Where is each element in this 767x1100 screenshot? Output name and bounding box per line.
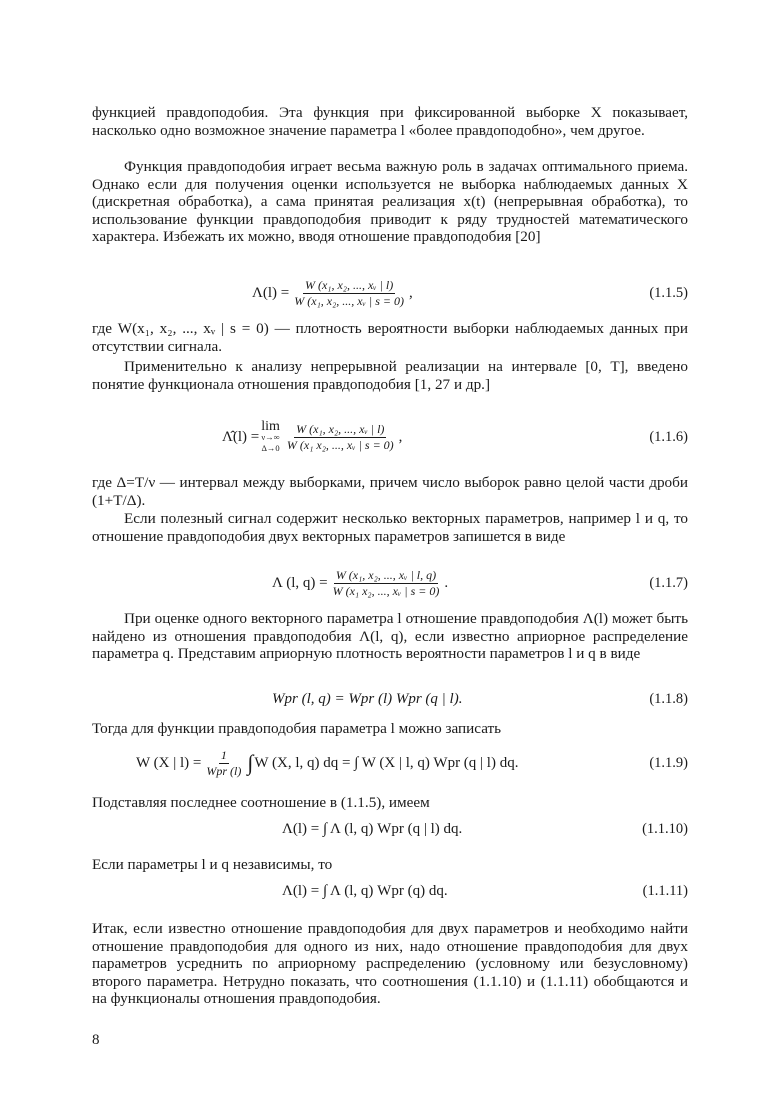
paragraph-2: Функция правдоподобия играет весьма важную роль в задачах оптимального приема. Однако если для получения оценки используется не выборка наблюдаемых данных X (дискретная обработка), а сама принятая реализация x(t) (непрерывная обработка), то использование функции правдоподобия приводит к ряду трудностей математического характера. Избежать их можно, вводя отношение правдоподобия [20] (92, 158, 688, 245)
eq5-lhs: Λ(l) = (252, 284, 290, 301)
eq6-lim-word: lim (261, 418, 280, 434)
eq5-denominator: W (x₁, x₂, ..., xᵥ | s = 0) (294, 293, 404, 308)
paragraph-8: Тогда для функции правдоподобия параметра l можно записать (92, 720, 502, 737)
eq6-lim-sub1: ν→∞ (261, 431, 280, 442)
eq6-lhs: Λ̂(l) = (222, 428, 260, 445)
eq8-body: Wpr (l, q) = Wpr (l) Wpr (q | l). (272, 690, 463, 707)
eq6-lim-sub2: Δ→0 (261, 442, 280, 453)
paragraph-11: Итак, если известно отношение правдоподобия для двух параметров и необходимо найти отношение правдоподобия для одного из них, надо отношение правдоподобия для двух параметров усреднить по априорному распределению (условному или безусловному) второго параметра. Нетрудно показать, что соотношения (1.1.10) и (1.1.11) обобщаются и на функционалы отношения правдоподобия. (92, 920, 688, 1007)
page-number: 8 (92, 1032, 100, 1048)
eq10-body: Λ(l) = ∫ Λ (l, q) Wpr (q | l) dq. (282, 820, 463, 837)
equation-1-1-5 (92, 276, 688, 310)
eq5-numerator: W (x₁, x₂, ..., xᵥ | l) (304, 277, 394, 292)
equation-1-1-11 (92, 874, 688, 908)
eq9-lhs: W (X | l) = (136, 754, 202, 771)
equation-1-1-6 (92, 420, 688, 454)
paragraph-3: где W(x₁, x₂, ..., xᵥ | s = 0) — плотность вероятности выборки наблюдаемых данных при отсутствии сигнала. (92, 320, 688, 355)
eq7-denominator: W (x₁ x₂, ..., xᵥ | s = 0) (332, 583, 440, 598)
eq7-lhs: Λ (l, q) = (272, 574, 328, 591)
eq7-tail: . (444, 574, 449, 591)
paragraph-7: При оценке одного векторного параметра l отношение правдоподобия Λ(l) может быть найдено из отношения правдоподобия Λ(l, q), если известно априорное распределение параметра q. Представим априорную плотность вероятности параметров l и q в виде (92, 610, 688, 662)
eq5-label: (1.1.5) (649, 284, 688, 301)
eq8-label: (1.1.8) (649, 690, 688, 707)
eq7-fraction (331, 568, 442, 599)
paragraph-4: Применительно к анализу непрерывной реализации на интервале [0, T], введено понятие функционала отношения правдоподобия [1, 27 и др.] (92, 358, 688, 393)
eq9-numerator: 1 (220, 747, 227, 762)
eq6-denominator: W (x₁ x₂, ..., xᵥ | s = 0) (286, 437, 394, 452)
eq6-fraction (285, 422, 396, 453)
paragraph-10: Если параметры l и q независимы, то (92, 856, 333, 873)
equation-1-1-8 (92, 682, 688, 716)
paragraph-6: Если полезный сигнал содержит несколько векторных параметров, например l и q, то отношение правдоподобия двух векторных параметров запишется в виде (92, 510, 688, 545)
eq6-limit (261, 418, 280, 454)
equation-1-1-10 (92, 812, 688, 846)
eq11-body: Λ(l) = ∫ Λ (l, q) Wpr (q) dq. (282, 882, 448, 899)
eq9-fraction (204, 748, 243, 779)
equation-1-1-7 (92, 566, 688, 600)
eq6-numerator: W (x₁, x₂, ..., xᵥ | l) (296, 421, 385, 436)
equation-1-1-9 (92, 746, 688, 780)
eq9-denominator: Wpr (l) (206, 763, 242, 778)
eq5-fraction (292, 278, 406, 309)
eq9-rhs: W (X, l, q) dq = ∫ W (X | l, q) Wpr (q | l) dq. (254, 754, 519, 771)
eq6-label: (1.1.6) (649, 428, 688, 445)
eq5-tail: , (408, 284, 413, 301)
paragraph-5: где Δ=T/ν — интервал между выборками, причем число выборок равно целой части дроби (1+T/Δ). (92, 474, 688, 509)
eq7-label: (1.1.7) (649, 574, 688, 591)
paragraph-9: Подставляя последнее соотношение в (1.1.5), имеем (92, 794, 430, 811)
eq11-label: (1.1.11) (642, 882, 688, 899)
paragraph-1: функцией правдоподобия. Эта функция при фиксированной выборке X показывает, насколько одно возможное значение параметра l «более правдоподобно», чем другое. (92, 104, 688, 139)
eq9-label: (1.1.9) (649, 754, 688, 771)
integral-sign: ∫ (247, 750, 254, 775)
eq6-tail: , (398, 428, 403, 445)
eq7-numerator: W (x₁, x₂, ..., xᵥ | l, q) (335, 567, 437, 582)
eq10-label: (1.1.10) (642, 820, 688, 837)
